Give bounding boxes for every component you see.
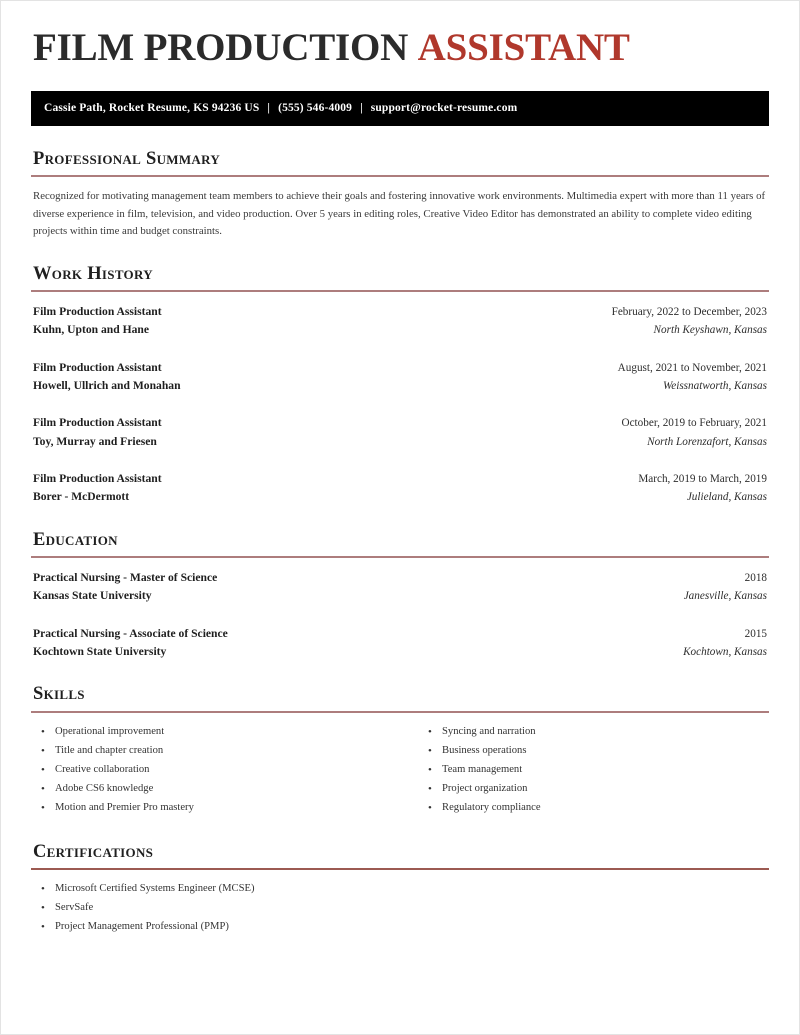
contact-separator-1: |	[267, 102, 271, 115]
job-dates: February, 2022 to December, 2023	[611, 305, 767, 318]
section-professional-summary	[31, 148, 769, 241]
skills-list-one	[33, 724, 400, 819]
section-skills	[31, 683, 769, 818]
work-entry-company-row	[33, 377, 767, 395]
section-heading-certifications: Certifications	[33, 841, 154, 862]
work-entry-title-row	[33, 470, 767, 488]
section-rule-certifications	[31, 868, 769, 870]
school-location: Janesville, Kansas	[683, 590, 767, 603]
education-school-row	[33, 643, 767, 661]
section-education	[31, 529, 769, 662]
list-item: • Creative collaboration	[33, 762, 400, 781]
job-company: Howell, Ullrich and Monahan	[33, 379, 181, 393]
resume-content	[1, 1, 799, 938]
page-title	[33, 27, 769, 69]
list-item: • Project organization	[420, 781, 767, 800]
degree-year: 2015	[744, 627, 767, 640]
contact-bar	[31, 91, 769, 126]
list-item: • ServSafe	[33, 900, 767, 919]
work-entry-company-row	[33, 321, 767, 339]
list-item: • Regulatory compliance	[420, 800, 767, 819]
degree-year: 2018	[744, 572, 767, 584]
certifications-list-wrap	[33, 881, 767, 938]
section-heading-summary: Professional Summary	[33, 149, 221, 170]
title-space	[408, 26, 418, 69]
section-heading-education: Education	[33, 529, 118, 550]
work-entry-company-row	[33, 488, 767, 506]
skills-column-one	[33, 724, 400, 819]
school-name: Kansas State University	[33, 589, 152, 603]
skills-column-two	[400, 724, 767, 819]
list-item: • Project Management Professional (PMP)	[33, 919, 767, 938]
section-rule-skills	[31, 711, 769, 713]
school-name: Kochtown State University	[33, 645, 167, 659]
section-heading-skills: Skills	[33, 684, 85, 705]
list-item: • Motion and Premier Pro mastery	[33, 800, 400, 819]
job-company: Kuhn, Upton and Hane	[33, 323, 149, 337]
job-location: North Keyshawn, Kansas	[653, 324, 767, 337]
contact-email[interactable]: support@rocket-resume.com	[370, 102, 518, 115]
skills-list-two	[420, 724, 767, 819]
education-entry	[33, 569, 767, 606]
section-rule-work-history	[31, 290, 769, 292]
job-title: Film Production Assistant	[33, 416, 162, 430]
list-item: • Operational improvement	[33, 724, 400, 743]
work-entry	[33, 470, 767, 507]
work-entry-title-row	[33, 303, 767, 321]
list-item: • Team management	[420, 762, 767, 781]
education-entry	[33, 625, 767, 662]
job-dates: March, 2019 to March, 2019	[638, 473, 767, 486]
list-item: • Business operations	[420, 743, 767, 762]
contact-phone[interactable]: (555) 546-4009	[278, 102, 353, 115]
section-certifications	[31, 841, 769, 938]
job-title: Film Production Assistant	[33, 304, 162, 318]
section-rule-education	[31, 556, 769, 558]
contact-separator-2: |	[360, 102, 363, 115]
job-company: Borer - McDermott	[33, 490, 130, 504]
education-degree-row	[33, 625, 767, 643]
work-entry	[33, 414, 767, 451]
work-entry-title-row	[33, 359, 767, 377]
list-item: • Title and chapter creation	[33, 743, 400, 762]
title-accent-text: ASSISTANT	[417, 26, 630, 69]
job-location: Julieland, Kansas	[686, 491, 767, 504]
job-dates: October, 2019 to February, 2021	[621, 417, 767, 430]
section-work-history	[31, 263, 769, 507]
list-item: • Microsoft Certified Systems Engineer (MCSE)	[33, 881, 767, 900]
job-company: Toy, Murray and Friesen	[33, 434, 157, 448]
work-entry-title-row	[33, 414, 767, 432]
education-school-row	[33, 587, 767, 605]
job-location: Weissnatworth, Kansas	[662, 380, 767, 393]
job-dates: August, 2021 to November, 2021	[617, 361, 767, 374]
job-location: North Lorenzafort, Kansas	[647, 435, 767, 448]
work-entry	[33, 303, 767, 340]
skills-columns	[33, 724, 767, 819]
school-location: Kochtown, Kansas	[683, 646, 767, 659]
work-entry-company-row	[33, 433, 767, 451]
job-title: Film Production Assistant	[33, 360, 162, 374]
summary-paragraph: Recognized for motivating management team members to achieve their goals and fostering innovative work environments. Multimedia expert with more than 11 years of diverse experience in film, television, and video production. Over 5 years in editing roles, Creative Video Editor has demonstrated an ability to complete video editing projects within time and budget constraints.	[33, 190, 766, 238]
certifications-list	[33, 881, 767, 938]
contact-address: Cassie Path, Rocket Resume, KS 94236 US	[44, 102, 260, 115]
section-rule-summary	[31, 175, 769, 177]
section-heading-work-history: Work History	[33, 263, 153, 284]
degree-title: Practical Nursing - Master of Science	[33, 571, 218, 584]
degree-title: Practical Nursing - Associate of Science	[33, 626, 228, 640]
job-title: Film Production Assistant	[33, 472, 162, 486]
work-entry	[33, 359, 767, 396]
list-item: • Adobe CS6 knowledge	[33, 781, 400, 800]
title-primary-text: FILM PRODUCTION	[33, 26, 409, 69]
list-item: • Syncing and narration	[420, 724, 767, 743]
education-degree-row	[33, 569, 767, 587]
